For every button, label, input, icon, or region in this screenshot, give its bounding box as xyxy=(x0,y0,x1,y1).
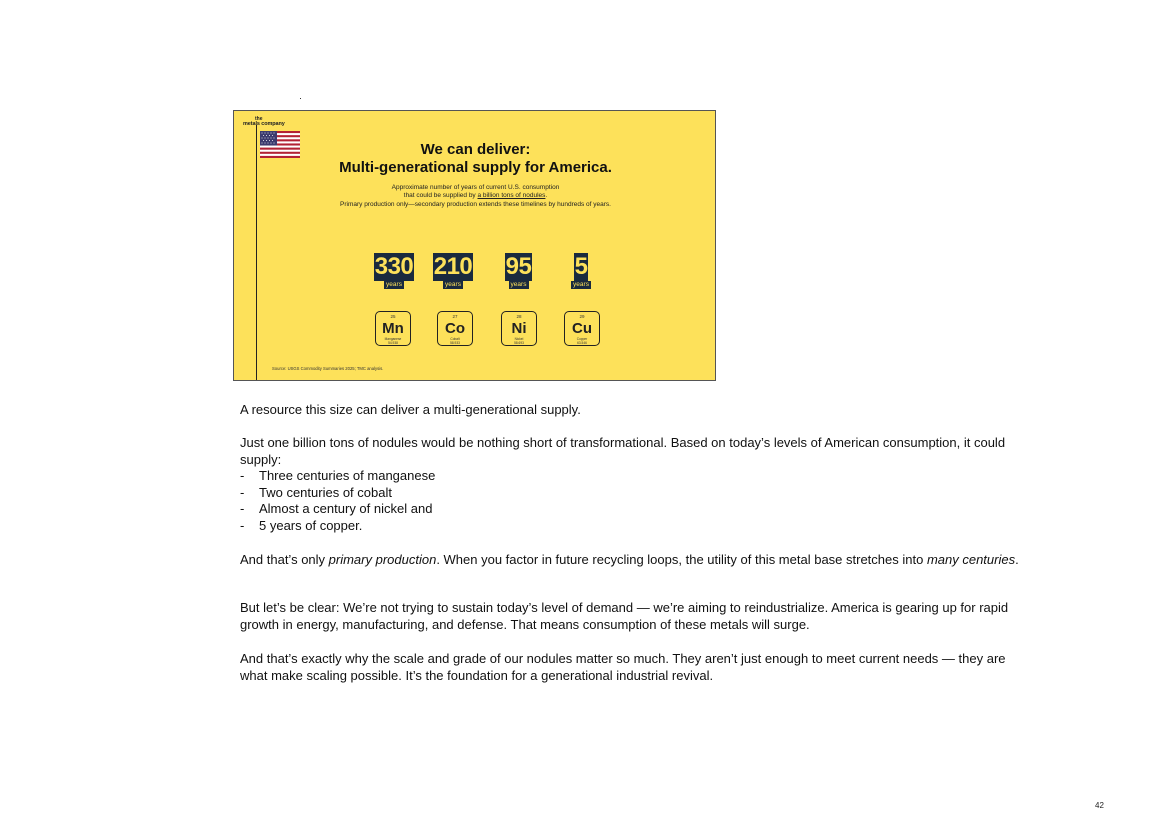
paragraph-primary-production xyxy=(240,552,1020,569)
stat-value: 5 xyxy=(574,253,588,280)
element-tile-co xyxy=(437,311,473,346)
p3-pre: And that’s only xyxy=(240,552,329,567)
element-name: Cobalt xyxy=(450,337,460,341)
atomic-mass: 54.938 xyxy=(388,341,398,345)
stat-unit: years xyxy=(443,281,463,289)
list-item: - Three centuries of manganese xyxy=(240,468,435,485)
stat-unit: years xyxy=(509,281,529,289)
stat-copper xyxy=(567,253,595,289)
paragraph-reindustrialize: But let’s be clear: We’re not trying to sustain today’s level of demand — we’re aiming to reindustrialize. America is gearing up for rapid growth in energy, manufacturing, and defense. That means consumption of these metals will surge. xyxy=(240,600,1009,632)
p3-post: . xyxy=(1015,552,1019,567)
atomic-mass: 58.933 xyxy=(450,341,460,345)
atomic-number: 25 xyxy=(390,314,396,319)
stat-unit: years xyxy=(384,281,404,289)
element-symbol: Cu xyxy=(572,320,592,337)
element-name: Nickel xyxy=(514,337,524,341)
atomic-mass: 63.546 xyxy=(577,341,587,345)
stray-dot xyxy=(300,98,301,99)
logo-the: the xyxy=(255,116,263,122)
billion-tons-link: a billion tons of nodules xyxy=(477,192,546,199)
page-number: 42 xyxy=(1095,801,1104,810)
p3-em-primary: primary production xyxy=(328,552,437,567)
element-symbol: Ni xyxy=(511,320,527,337)
p3-mid: . When you factor in future recycling loops, the utility of this metal base stretches into xyxy=(436,552,927,567)
element-name: Manganese xyxy=(384,337,402,341)
stat-value: 210 xyxy=(433,253,473,280)
slide-subtitle-line2 xyxy=(234,192,716,200)
paragraph-supply: Just one billion tons of nodules would be nothing short of transformational. Based on today’s levels of American consumption, it could supply: xyxy=(240,435,1006,467)
logo-name: metals company xyxy=(243,121,285,127)
stat-cobalt xyxy=(430,253,476,289)
atomic-mass: 58.693 xyxy=(514,341,524,345)
list-item: - Two centuries of cobalt xyxy=(240,485,435,502)
subtitle-pre: that could be supplied by xyxy=(403,192,478,199)
subtitle-post: . xyxy=(545,192,548,199)
element-tile-ni xyxy=(501,311,537,346)
stat-value: 330 xyxy=(374,253,414,280)
stat-nickel xyxy=(500,253,537,289)
slide-subtitle-line3: Primary production only—secondary production extends these timelines by hundreds of years. xyxy=(340,201,611,208)
element-symbol: Co xyxy=(445,320,465,337)
p3-em-centuries: many centuries xyxy=(926,552,1016,567)
slide-subtitle-line1: Approximate number of years of current U.S. consumption xyxy=(391,184,560,191)
element-symbol: Mn xyxy=(382,320,404,337)
element-tile-cu xyxy=(564,311,600,346)
atomic-number: 29 xyxy=(579,314,585,319)
list-item: - Almost a century of nickel and xyxy=(240,501,435,518)
slide-title-line1: We can deliver: xyxy=(420,141,531,158)
stat-value: 95 xyxy=(505,253,532,280)
slide-title-line2: Multi-generational supply for America. xyxy=(339,159,612,176)
list-item: - 5 years of copper. xyxy=(240,518,435,535)
element-name: Copper xyxy=(576,337,588,341)
atomic-number: 28 xyxy=(516,314,522,319)
element-tile-mn xyxy=(375,311,411,346)
slide-source-note: Source: USGS Commodity Summaries 2025; TMC analysis. xyxy=(272,366,384,371)
paragraph-intro: A resource this size can deliver a multi-generational supply. xyxy=(240,402,581,417)
slide-image xyxy=(233,110,716,381)
stat-manganese xyxy=(369,253,419,289)
supply-list xyxy=(240,468,435,534)
stat-unit: years xyxy=(571,281,591,289)
paragraph-scale-grade: And that’s exactly why the scale and grade of our nodules matter so much. They aren’t just enough to meet current needs — they are what make scaling possible. It’s the foundation for a generational industrial revival. xyxy=(240,651,1006,683)
atomic-number: 27 xyxy=(452,314,458,319)
